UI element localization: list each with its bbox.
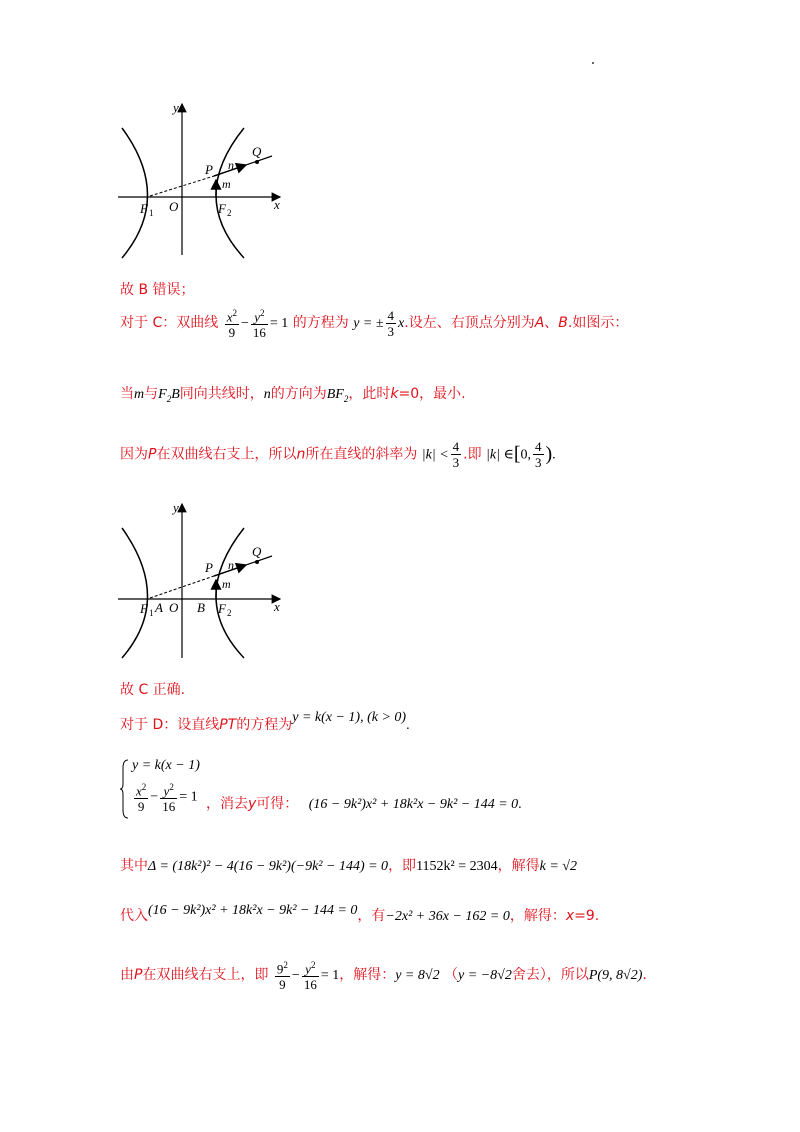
frac-x2-9: $\frac{x^2}{9}$: [226, 308, 237, 341]
line-point-p: 由P在双曲线右支上，即 $\frac{9^2}{9}$ − $\frac{y^2}{16}$ = 1，解得：y = 8√2 （y = −8√2舍去），所以P(9, 8√2).: [120, 960, 647, 993]
fig2-F2-sub: 2: [227, 608, 232, 618]
fig1-n-label: n: [228, 158, 234, 172]
fig1-F1-sub: 1: [149, 208, 154, 218]
fig1-F2-sub: 2: [227, 208, 232, 218]
line-eliminate: ，消去y可得： (16 − 9k²)x² + 18k²x − 9k² − 144 = 0.: [206, 796, 522, 812]
fig2-P-label: P: [205, 560, 213, 575]
fig2-F2-label: F: [218, 601, 226, 616]
fig2-y-label: y: [173, 500, 179, 515]
fig1-F1-label: F: [140, 201, 148, 216]
hyperbola-figure-2: [118, 500, 298, 660]
line-discriminant: 其中Δ = (18k²)² − 4(16 − 9k²)(−9k² − 144) = 0，即1152k² = 2304，解得k = √2: [120, 858, 577, 874]
fig2-A-label: A: [155, 600, 163, 615]
vector-n: n: [263, 387, 271, 402]
fig1-F2-label: F: [218, 201, 226, 216]
line-c-correct: 故 C 正确.: [120, 682, 186, 698]
fig1-m-label: m: [222, 177, 231, 191]
fig2-Q-label: Q: [252, 544, 262, 559]
quadratic-equation: (16 − 9k²)x² + 18k²x − 9k² − 144 = 0: [308, 797, 519, 812]
asymptote-eq: y = ±: [353, 316, 384, 332]
hyperbola-figure-1: [118, 100, 298, 260]
fig2-B-label: B: [197, 600, 205, 615]
fig2-m-label: m: [222, 577, 231, 591]
line-c-direction: 当m与$F_2B$同向共线时，n的方向为$BF_2$，此时k=0，最小.: [120, 386, 466, 404]
line-d-intro: 对于 D：设直线PT的方程为y = k(x − 1), (k > 0).: [120, 710, 410, 733]
line-substitute: 代入(16 − 9k²)x² + 18k²x − 9k² − 144 = 0，有−2x² + 36x − 162 = 0，解得：x=9.: [120, 903, 600, 924]
line-c-slope: 因为P在双曲线右支上，所以n所在直线的斜率为 |k| < $\frac{4}{3}$ .即 |k| ∈[0, $\frac{4}{3}$ ).: [120, 439, 556, 470]
fig2-F1-sub: 1: [149, 608, 154, 618]
discriminant-eq: Δ = (18k²)² − 4(16 − 9k²)(−9k² − 144) = 0: [148, 859, 389, 874]
frac-y2-16: $\frac{y^2}{16}$: [252, 308, 266, 341]
point-p-coords: P(9, 8√2): [588, 968, 643, 984]
vector-m: m: [134, 387, 145, 402]
line-pt-equation: y = k(x − 1), (k > 0): [292, 710, 407, 725]
fig2-F1-label: F: [140, 601, 148, 616]
fig2-x-label: x: [274, 599, 280, 614]
fig1-P-label: P: [205, 162, 213, 177]
fig2-O-label: O: [169, 600, 179, 615]
fig1-y-label: y: [173, 100, 179, 115]
fig2-n-label: n: [228, 558, 234, 572]
line-c-intro: 对于 C：双曲线 $\frac{x^2}{9}$ − $\frac{y^2}{16}$ = 1 的方程为 y = ± $\frac{4}{3}$ x.设左、右顶点分别为A、B.如图示：: [120, 307, 629, 341]
fig1-x-label: x: [274, 197, 280, 212]
line-b-wrong: 故 B 错误；: [120, 282, 195, 298]
stray-dot: [592, 62, 594, 64]
fig1-Q-label: Q: [252, 144, 262, 159]
fig1-O-label: O: [169, 199, 179, 214]
